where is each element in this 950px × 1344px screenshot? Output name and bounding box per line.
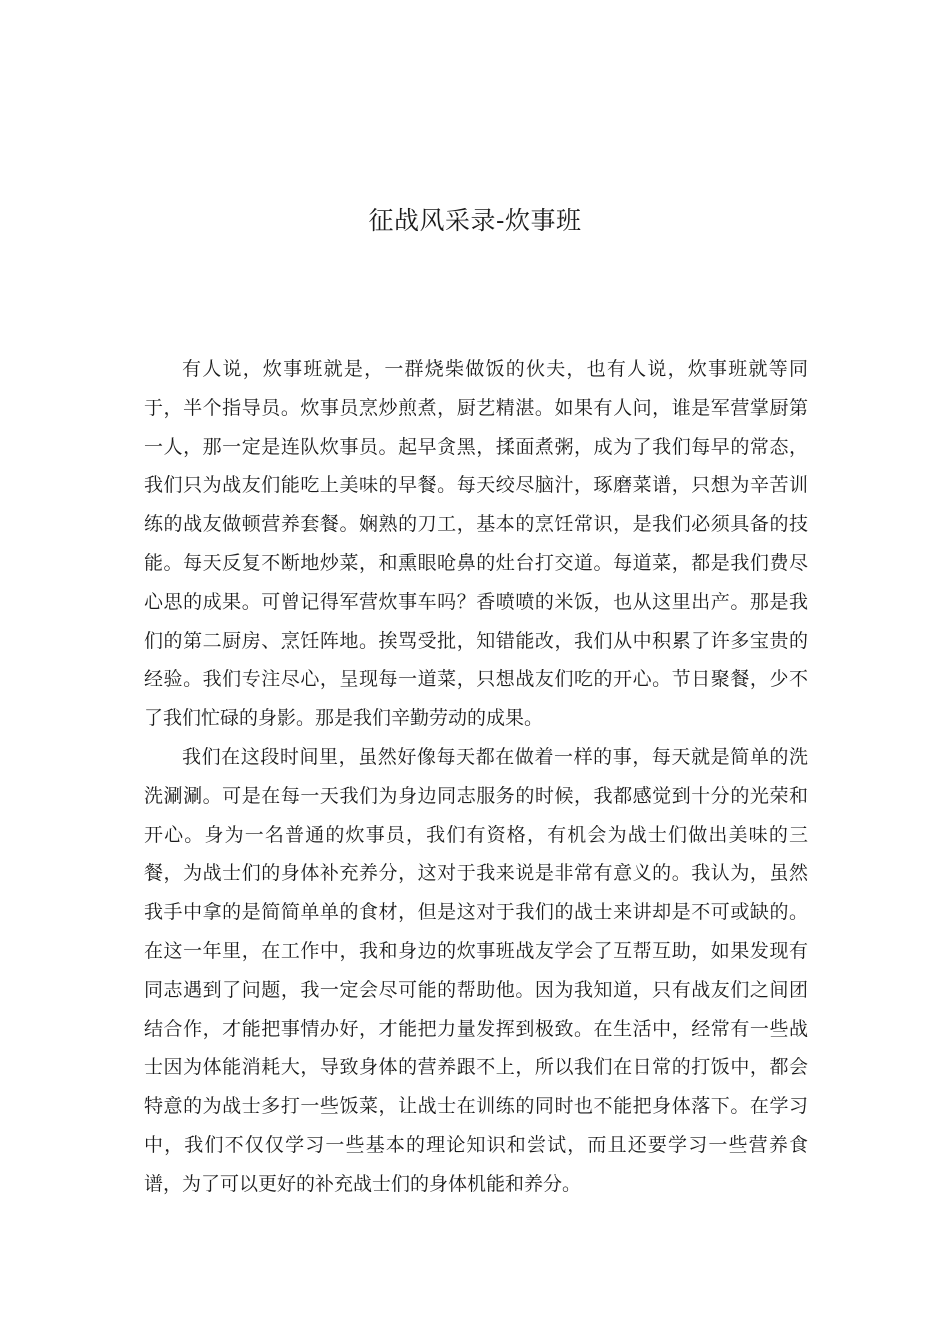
paragraph-line: 开心。身为一名普通的炊事员，我们有资格，有机会为战士们做出美味的三 [144,823,808,846]
paragraph-line: 能。每天反复不断地炒菜，和熏眼呛鼻的灶台打交道。每道菜，都是我们费尽 [144,551,808,574]
paragraph-line: 练的战友做顿营养套餐。娴熟的刀工，基本的烹饪常识，是我们必须具备的技 [144,513,808,536]
paragraph-line: 我们在这段时间里，虽然好像每天都在做着一样的事，每天就是简单的洗 [182,746,808,768]
paragraph-line: 洗涮涮。可是在每一天我们为身边同志服务的时候，我都感觉到十分的光荣和 [144,784,808,807]
paragraph-line: 经验。我们专注尽心，呈现每一道菜，只想战友们吃的开心。节日聚餐，少不 [144,668,808,691]
paragraph-line: 有人说，炊事班就是，一群烧柴做饭的伙夫，也有人说，炊事班就等同 [182,358,808,380]
paragraph-line: 我们只为战友们能吃上美味的早餐。每天绞尽脑汁，琢磨菜谱，只想为辛苦训 [144,474,808,497]
paragraph-line: 在这一年里，在工作中，我和身边的炊事班战友学会了互帮互助，如果发现有 [144,939,808,962]
paragraph-1 [144,350,808,738]
paragraph-line: 一人，那一定是连队炊事员。起早贪黑，揉面煮粥，成为了我们每早的常态， [144,435,808,458]
paragraph-line: 了我们忙碌的身影。那是我们辛勤劳动的成果。 [144,707,544,730]
paragraph-line: 我手中拿的是简简单单的食材，但是这对于我们的战士来讲却是不可或缺的。 [144,901,808,924]
paragraph-line: 心思的成果。可曾记得军营炊事车吗？香喷喷的米饭，也从这里出产。那是我 [144,590,808,613]
paragraph-line: 特意的为战士多打一些饭菜，让战士在训练的同时也不能把身体落下。在学习 [144,1095,808,1118]
paragraph-line: 同志遇到了问题，我一定会尽可能的帮助他。因为我知道，只有战友们之间团 [144,978,808,1001]
paragraph-line: 谱，为了可以更好的补充战士们的身体机能和养分。 [144,1172,582,1195]
paragraph-line: 餐，为战士们的身体补充养分，这对于我来说是非常有意义的。我认为，虽然 [144,862,808,885]
paragraph-line: 中，我们不仅仅学习一些基本的理论知识和尝试，而且还要学习一些营养食 [144,1133,808,1156]
paragraph-line: 结合作，才能把事情办好，才能把力量发挥到极致。在生活中，经常有一些战 [144,1017,808,1040]
paragraph-line: 士因为体能消耗大，导致身体的营养跟不上，所以我们在日常的打饭中，都会 [144,1056,808,1079]
paragraph-line: 们的第二厨房、烹饪阵地。挨骂受批，知错能改，我们从中积累了许多宝贵的 [144,629,808,652]
paragraph-2 [144,738,808,1204]
document-title: 征战风采录-炊事班 [368,206,582,235]
paragraph-line: 于，半个指导员。炊事员烹炒煎煮，厨艺精湛。如果有人问，谁是军营掌厨第 [144,396,808,419]
